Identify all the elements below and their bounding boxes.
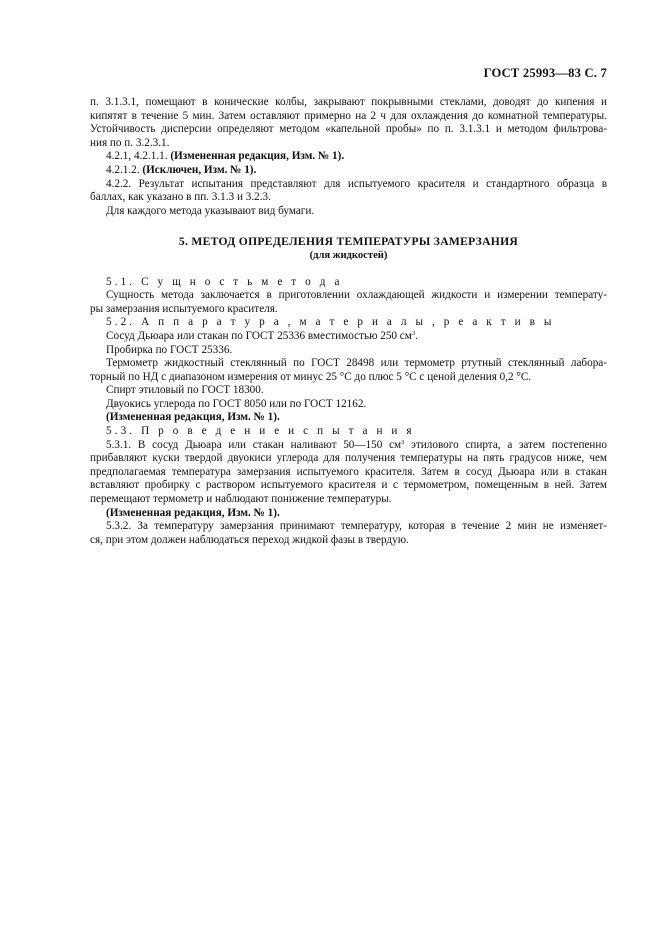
text-line: предполагаемая температура замерзания испытуемого красителя. Затем в сосуд Дьюара или в стакан [90,465,607,478]
section-title: 5. МЕТОД ОПРЕДЕЛЕНИЯ ТЕМПЕРАТУРЫ ЗАМЕРЗАНИЯ [178,235,519,249]
paper-note: Для каждого метода указывают вид бумаги. [106,204,315,217]
text-line: перемещают термометр и наблюдают понижение температуры. [90,493,392,506]
clause-4-2-1-note [90,150,607,164]
text-line: п. 3.1.3.1, помещают в конические колбы, закрывают покрывными стеклами, доводят до кипения и [90,96,607,108]
page-header: ГОСТ 25993—83 С. 7 [483,66,607,80]
section-subtitle: (для жидкостей) [309,249,388,261]
clause-5-3-heading: 5.3. П р о в е д е н и е и с п ы т а н и я [106,425,415,438]
text-segment: этилового спирта, а затем постепенно [404,438,607,451]
text-line: Термометр жидкостный стеклянный по ГОСТ 28498 или термометр ртутный стеклянный лабора- [106,357,607,370]
text-line: торный по НД с диапазоном измерения от минус 25 °С до плюс 5 °С с ценой деления 0,2 °С. [90,370,532,383]
co2-line: Двуокись углерода по ГОСТ 8050 или по ГОСТ 12162. [106,397,367,410]
dewar-text: Сосуд Дьюара или стакан по ГОСТ 25336 вместимостью 250 см [106,329,412,342]
text-line: ся, при этом должен наблюдаться переход жидкой фазы в твердую. [90,533,409,546]
text-line: баллах, как указано в пп. 3.1.3 и 3.2.3. [90,191,271,204]
clause-5-3-1 [90,439,607,507]
clause-5-1-heading: 5.1. С у щ н о с т ь м е т о д а [106,275,343,288]
clause-refs: 4.2.1, 4.2.1.1. [106,150,168,163]
text-line: ния по п. 3.2.3.1. [90,136,170,149]
text-line: вставляют пробирку с раствором испытуемого красителя и с термометром, помещенным в ней. Затем [90,479,607,492]
excluded-note: (Исключен, Изм. № 1). [142,163,257,176]
dewar-vessel-line [90,330,607,344]
clause-4-2-1-2 [90,164,607,178]
revision-note: (Измененная редакция, Изм. № 1). [170,150,345,163]
clause-number: 4.2.1.2. [106,163,140,176]
text-line: ры замерзания испытуемого красителя. [90,302,278,315]
clause-5-1 [90,289,607,316]
test-tube-line: Пробирка по ГОСТ 25336. [106,343,233,356]
text-line [90,439,607,453]
page-body [90,96,607,547]
revision-note: (Измененная редакция, Изм. № 1). [106,411,280,424]
revision-note: (Измененная редакция, Изм. № 1). [106,506,280,519]
superscript: 3 [411,329,416,337]
text-line: Устойчивость дисперсии определяют методом «капельной пробы» по п. 3.1.3.1 и методом фильтрова- [90,123,607,136]
clause-5-3-2 [90,520,607,547]
text-line: Сущность метода заключается в приготовлении охлаждающей жидкости и измерении температу- [106,289,607,302]
dewar-end: . [415,329,418,342]
clause-5-2-heading: 5.2. А п п а р а т у р а , м а т е р и а л ы , р е а к т и в ы [106,316,555,329]
clause-4-2-2 [90,178,607,205]
superscript: 3 [401,438,405,446]
text-line: 5.3.2. За температуру замерзания принимают температуру, которая в течение 2 мин не изменяет- [106,520,607,533]
intro-paragraph [90,96,607,150]
text-line: 4.2.2. Результат испытания представляют для испытуемого красителя и стандартного образца в [106,177,607,190]
ethanol-line: Спирт этиловый по ГОСТ 18300. [106,384,264,397]
text-segment: 5.3.1. В сосуд Дьюара или стакан наливают 50—150 см [106,438,402,451]
text-line: прибавляют куски твердой двуокиси углерода для получения температуры на пять градусов ниже, чем [90,452,607,465]
text-line: кипятят в течение 5 мин. Затем оставляют примерно на 2 ч для охлаждения до комнатной температуры. [90,109,607,122]
thermometer-paragraph [90,357,607,384]
